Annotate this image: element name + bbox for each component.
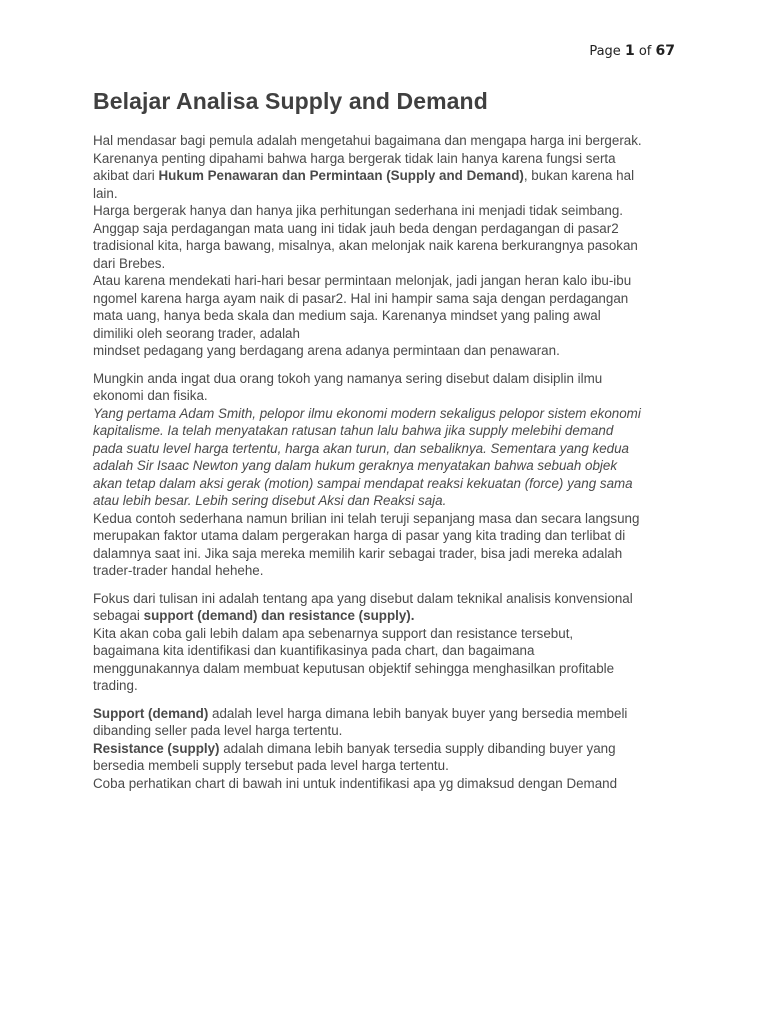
text-line: menggunakannya dalam membuat keputusan objektif sehingga menghasilkan profitable bbox=[93, 660, 615, 676]
text-line: Kita akan coba gali lebih dalam apa sebenarnya support dan resistance tersebut, bbox=[93, 625, 574, 641]
document-body bbox=[93, 86, 683, 802]
text-line: mindset pedagang yang berdagang arena adanya permintaan dan penawaran. bbox=[93, 343, 560, 358]
page-number-header bbox=[589, 43, 675, 59]
italic-text-line: atau lebih besar. Lebih sering disebut Aksi dan Reaksi saja. bbox=[93, 493, 447, 508]
text-line: Anggap saja perdagangan mata uang ini tidak jauh beda dengan perdagangan di pasar2 bbox=[93, 220, 619, 236]
current-page-number: 1 bbox=[624, 43, 635, 59]
bold-term-support-resistance: support (demand) dan resistance (supply). bbox=[143, 608, 415, 623]
text-line: merupakan faktor utama dalam pergerakan harga di pasar yang kita trading dan terlibat di bbox=[93, 528, 626, 543]
text-line: dalamnya saat ini. Jika saja mereka memilih karir sebagai trader, bisa jadi mereka adalah bbox=[93, 545, 623, 561]
text-line: Mungkin anda ingat dua orang tokoh yang namanya sering disebut dalam disiplin ilmu bbox=[93, 370, 603, 386]
text-run: akibat dari bbox=[93, 168, 159, 183]
text-run: , bukan karena hal bbox=[523, 168, 635, 183]
text-line: trading. bbox=[93, 678, 138, 693]
bold-term-supply-demand-law: Hukum Penawaran dan Permintaan (Supply and Demand) bbox=[158, 168, 524, 183]
italic-text-line: akan tetap dalam aksi gerak (motion) sampai mendapat reaksi kekuatan (force) yang sama bbox=[93, 475, 633, 491]
paragraph-definitions bbox=[93, 705, 683, 793]
text-line: Kedua contoh sederhana namun brilian ini telah teruji sepanjang masa dan secara langsung bbox=[93, 510, 640, 526]
text-run: sebagai bbox=[93, 608, 144, 623]
text-line: Harga bergerak hanya dan hanya jika perhitungan sederhana ini menjadi tidak seimbang. bbox=[93, 203, 624, 218]
total-pages-number: 67 bbox=[655, 43, 675, 59]
text-line: dibanding seller pada level harga tertentu. bbox=[93, 723, 343, 738]
text-line bbox=[93, 607, 683, 625]
text-line: ngomel karena harga ayam naik di pasar2. Hal ini hampir sama saja dengan perdagangan bbox=[93, 290, 629, 306]
text-line: dimiliki oleh seorang trader, adalah bbox=[93, 325, 300, 341]
text-line: Karenanya penting dipahami bahwa harga bergerak tidak lain hanya karena fungsi serta bbox=[93, 150, 616, 166]
italic-text-line: Yang pertama Adam Smith, pelopor ilmu ekonomi modern sekaligus pelopor sistem ekonomi bbox=[93, 405, 641, 421]
italic-text-line: adalah Sir Isaac Newton yang dalam hukum geraknya menyatakan bahwa sebuah objek bbox=[93, 458, 618, 473]
text-line: ekonomi dan fisika. bbox=[93, 388, 208, 403]
document-title: Belajar Analisa Supply and Demand bbox=[93, 88, 488, 114]
page-of-label: of bbox=[638, 44, 652, 59]
text-run: adalah level harga dimana lebih banyak buyer yang bersedia membeli bbox=[208, 705, 628, 721]
text-line: Hal mendasar bagi pemula adalah mengetahui bagaimana dan mengapa harga ini bergerak. bbox=[93, 133, 642, 148]
paragraph-focus bbox=[93, 590, 683, 695]
paragraph-smith-newton bbox=[93, 370, 683, 580]
italic-text-line: pada suatu level harga tertentu, harga akan turun, dan sebaliknya. Sementara yang kedua bbox=[93, 440, 629, 456]
text-line: dari Brebes. bbox=[93, 255, 166, 271]
bold-term-support: Support (demand) bbox=[93, 705, 209, 721]
text-run: adalah dimana lebih banyak tersedia supply dibanding buyer yang bbox=[219, 740, 616, 756]
bold-term-resistance: Resistance (supply) bbox=[93, 740, 220, 756]
text-line bbox=[93, 740, 683, 758]
italic-text-line: kapitalisme. Ia telah menyatakan ratusan tahun lalu bahwa jika supply melebihi demand bbox=[93, 423, 614, 438]
text-line bbox=[93, 705, 683, 723]
page-prefix: Page bbox=[589, 44, 621, 59]
text-line: lain. bbox=[93, 185, 118, 201]
paragraph-intro bbox=[93, 132, 683, 360]
text-line: mata uang, hanya beda skala dan medium saja. Karenanya mindset yang paling awal bbox=[93, 308, 601, 323]
text-line bbox=[93, 167, 683, 185]
text-line: Atau karena mendekati hari-hari besar permintaan melonjak, jadi jangan heran kalo ibu-ibu bbox=[93, 273, 632, 288]
text-line: Coba perhatikan chart di bawah ini untuk indentifikasi apa yg dimaksud dengan Demand bbox=[93, 775, 618, 791]
text-line: bersedia membeli supply tersebut pada level harga tertentu. bbox=[93, 758, 449, 773]
text-line: trader-trader handal hehehe. bbox=[93, 563, 264, 578]
text-line: Fokus dari tulisan ini adalah tentang apa yang disebut dalam teknikal analisis konvensional bbox=[93, 590, 633, 606]
text-line: tradisional kita, harga bawang, misalnya, akan melonjak naik karena berkurangnya pasokan bbox=[93, 238, 638, 253]
text-line: bagaimana kita identifikasi dan kuantifikasinya pada chart, dan bagaimana bbox=[93, 643, 535, 658]
